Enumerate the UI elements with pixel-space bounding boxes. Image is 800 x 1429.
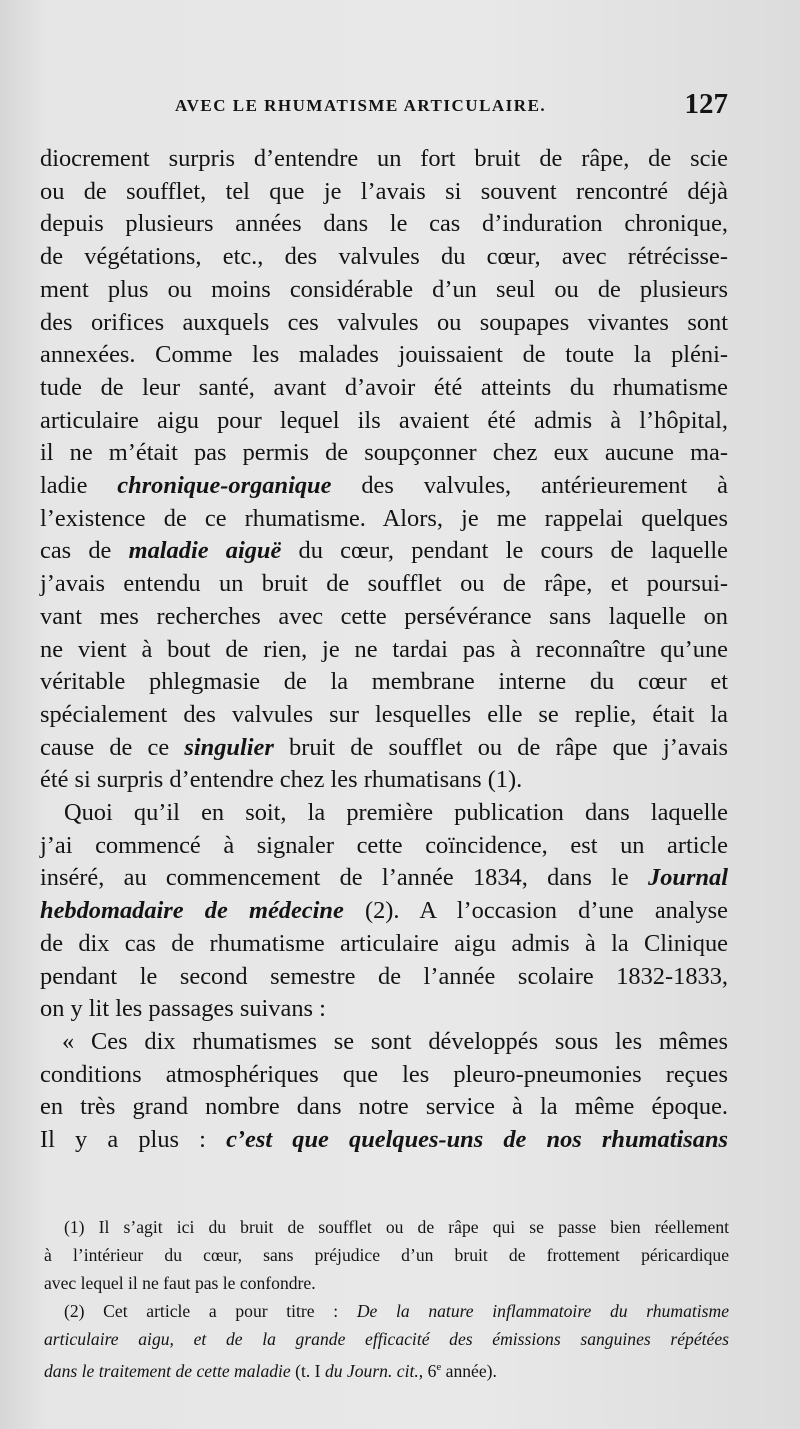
text-line: spécialement des valvules sur lesquelles elle se replie, était la [40,700,728,728]
text-line: de végétations, etc., des valvules du cœur, avec rétrécisse- [40,243,728,271]
page-header [40,88,728,128]
text-line [40,895,728,928]
text-line: des orifices auxquels ces valvules ou soupapes vivantes sont [40,308,728,336]
emphasis-text: singulier [184,733,274,761]
text-line: pendant le second semestre de l’année scolaire 1832-1833, [40,962,728,990]
text-span: du cœur, pendant le cours de laquelle [281,537,728,565]
text-line: depuis plusieurs années dans le cas d’induration chronique, [40,210,728,238]
text-span: Il y a plus : [40,1126,227,1154]
footnotes [44,1213,729,1385]
text-line: articulaire aigu pour lequel ils avaient été admis à l’hôpital, [40,406,728,434]
text-span: bruit de soufflet ou de râpe que j’avais [273,733,729,761]
footnote-line: articulaire aigu, et de la grande efficacité des émissions sanguines répétées [44,1329,729,1349]
page-number: 127 [684,88,728,120]
text-span: (2) Cet article a pour titre : [64,1301,357,1321]
text-line [40,732,728,765]
text-line [40,470,728,503]
text-line: ne vient à bout de rien, je ne tardai pas à reconnaître qu’une [40,635,728,663]
article-title: dans le traitement de cette maladie [44,1360,291,1381]
text-line: Quoi qu’il en soit, la première publication dans laquelle [64,799,728,827]
text-line: « Ces dix rhumatismes se sont développés sous les mêmes [62,1027,728,1055]
citation-abbrev: du Journ. cit. [324,1360,419,1381]
journal-title: hebdomadaire de médecine [40,897,344,925]
footnote-line: à l’intérieur du cœur, sans préjudice d’un bruit de frottement péricardique [44,1245,729,1265]
text-line: il ne m’était pas permis de soupçonner chez eux aucune ma- [40,439,728,467]
text-span: (2). A l’occasion d’une analyse [343,897,728,925]
emphasis-text: c’est que quelques-uns de nos rhumatisans [226,1126,728,1154]
text-line [40,535,728,568]
text-line: conditions atmosphériques que les pleuro-pneumonies reçues [40,1060,728,1088]
footnote-line [44,1297,729,1325]
text-span: inséré, au commencement de l’année 1834, dans le [40,864,649,892]
text-line: j’ai commencé à signaler cette coïncidence, est un article [40,831,728,859]
article-title: De la nature inflammatoire du rhumatisme [356,1301,729,1321]
emphasis-text: chronique-organique [117,472,332,500]
text-line: annexées. Comme les malades jouissaient de toute la pléni- [40,341,728,369]
text-span: , 6 [418,1360,437,1381]
text-line: vant mes recherches avec cette persévérance sans laquelle on [40,602,728,630]
text-span: cas de [40,537,129,565]
text-line: tude de leur santé, avant d’avoir été atteints du rhumatisme [40,373,728,401]
text-line: en très grand nombre dans notre service à la même époque. [40,1093,728,1121]
text-line: l’existence de ce rhumatisme. Alors, je me rappelai quelques [40,504,728,532]
footnote-line [44,1353,729,1385]
running-head: AVEC LE RHUMATISME ARTICULAIRE. [175,96,547,115]
text-span: (t. I [290,1360,325,1381]
journal-title: Journal [648,864,728,892]
text-line [40,862,728,895]
footnote-line: (1) Il s’agit ici du bruit de soufflet ou de râpe qui se passe bien réellement [64,1217,729,1237]
text-line: j’avais entendu un bruit de soufflet ou de râpe, et poursui- [40,570,728,598]
body-text [40,143,728,1157]
text-line: de dix cas de rhumatisme articulaire aigu admis à la Clinique [40,929,728,957]
text-line: on y lit les passages suivans : [40,995,326,1023]
text-line: véritable phlegmasie de la membrane interne du cœur et [40,668,728,696]
text-span: cause de ce [40,733,185,761]
superscript: e [436,1361,442,1373]
text-span: année). [441,1360,497,1381]
text-line [40,1124,728,1157]
text-line: ou de soufflet, tel que je l’avais si souvent rencontré déjà [40,177,728,205]
text-line: diocrement surpris d’entendre un fort bruit de râpe, de scie [40,145,728,172]
text-span: ladie [40,472,118,500]
text-line: ment plus ou moins considérable d’un seul ou de plusieurs [40,275,728,303]
footnote-line: avec lequel il ne faut pas le confondre. [44,1273,316,1293]
emphasis-text: maladie aiguë [128,537,282,565]
text-span: des valvules, antérieurement à [331,472,728,500]
text-line: été si surpris d’entendre chez les rhumatisans (1). [40,766,523,794]
